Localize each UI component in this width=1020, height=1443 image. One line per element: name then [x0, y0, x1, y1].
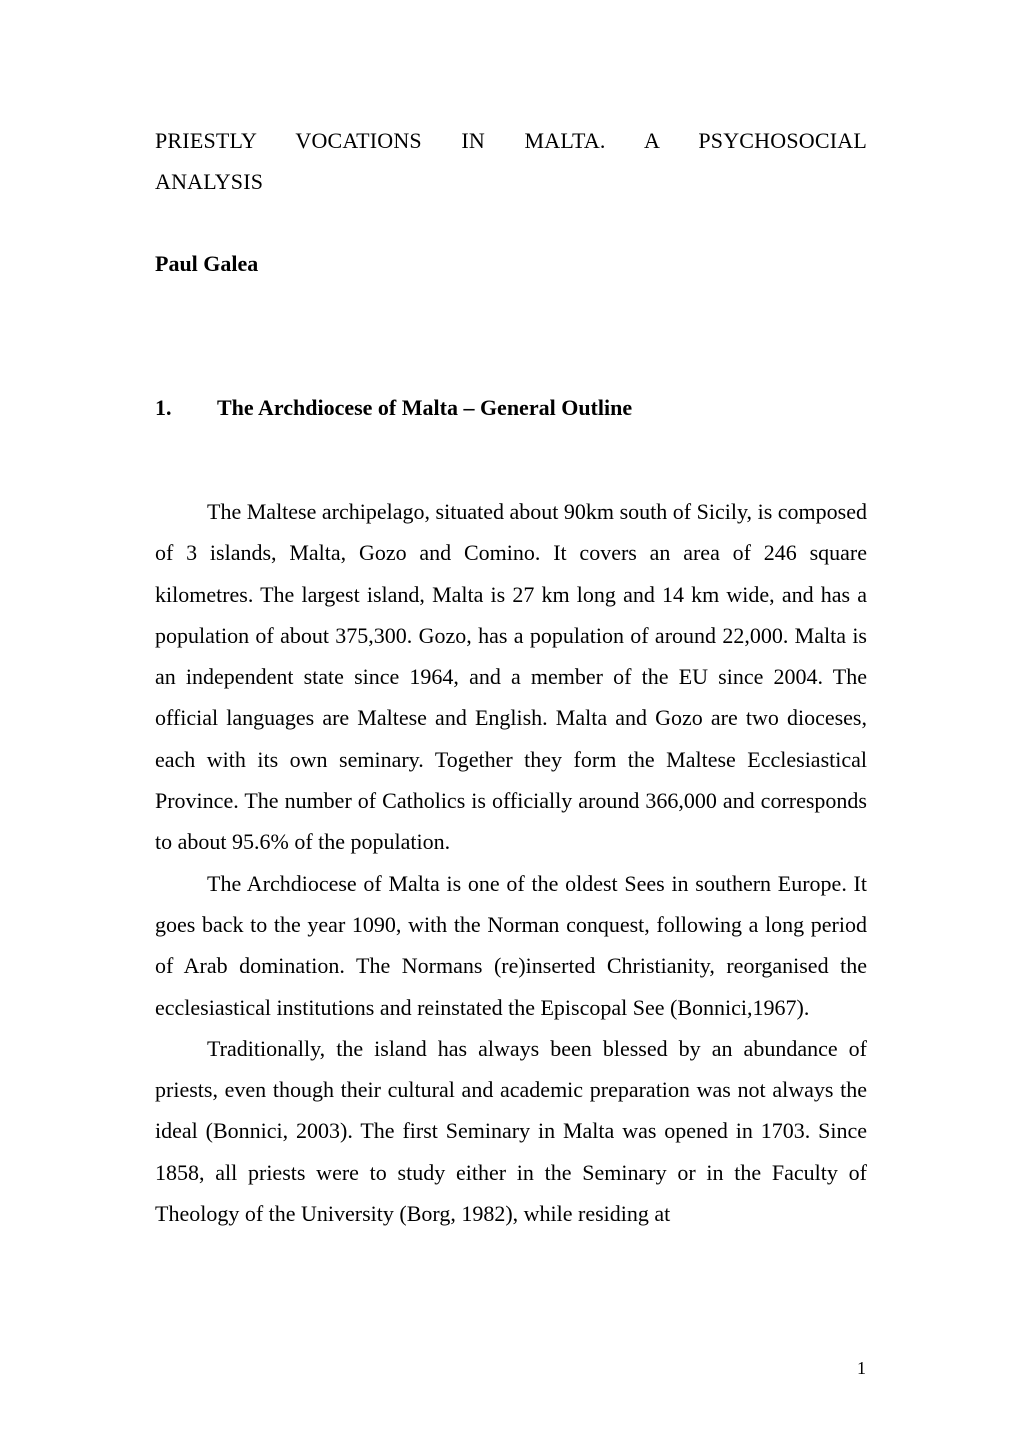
- body-text: [155, 491, 867, 1234]
- section-heading: [155, 391, 632, 425]
- section-number: 1.: [155, 395, 172, 420]
- paragraph: Traditionally, the island has always been blessed by an abundance of priests, even though their cultural and academic preparation was not always the ideal (Bonnici, 2003). The first Seminary in Malta was opened in 1703. Since 1858, all priests were to study either in the Seminary or in the Faculty of Theology of the University (Borg, 1982), while residing at: [155, 1035, 867, 1227]
- section-title: The Archdiocese of Malta – General Outline: [217, 395, 633, 420]
- document-title: [155, 120, 867, 202]
- paragraph: The Maltese archipelago, situated about 90km south of Sicily, is composed of 3 islands, Malta, Gozo and Comino. It covers an area of 246 square kilometres. The largest island, Malta is 27 km long and 14 km wide, and has a population of about 375,300. Gozo, has a population of around 22,000. Malta is an independent state since 1964, and a member of the EU since 2004. The official languages are Maltese and English. Malta and Gozo are two dioceses, each with its own seminary. Together they form the Maltese Ecclesiastical Province. The number of Catholics is officially around 366,000 and corresponds to about 95.6% of the population.: [155, 499, 867, 855]
- author-name: Paul Galea: [155, 251, 259, 276]
- title-line-2: ANALYSIS: [155, 169, 264, 194]
- paragraph: The Archdiocese of Malta is one of the oldest Sees in southern Europe. It goes back to the year 1090, with the Norman conquest, following a long period of Arab domination. The Normans (re)inserted Christianity, reorganised the ecclesiastical institutions and reinstated the Episcopal See (Bonnici,1967).: [155, 870, 867, 1020]
- title-line-1: PRIESTLY VOCATIONS IN MALTA. A PSYCHOSOCIAL: [155, 128, 867, 153]
- page-number: 1: [857, 1358, 866, 1378]
